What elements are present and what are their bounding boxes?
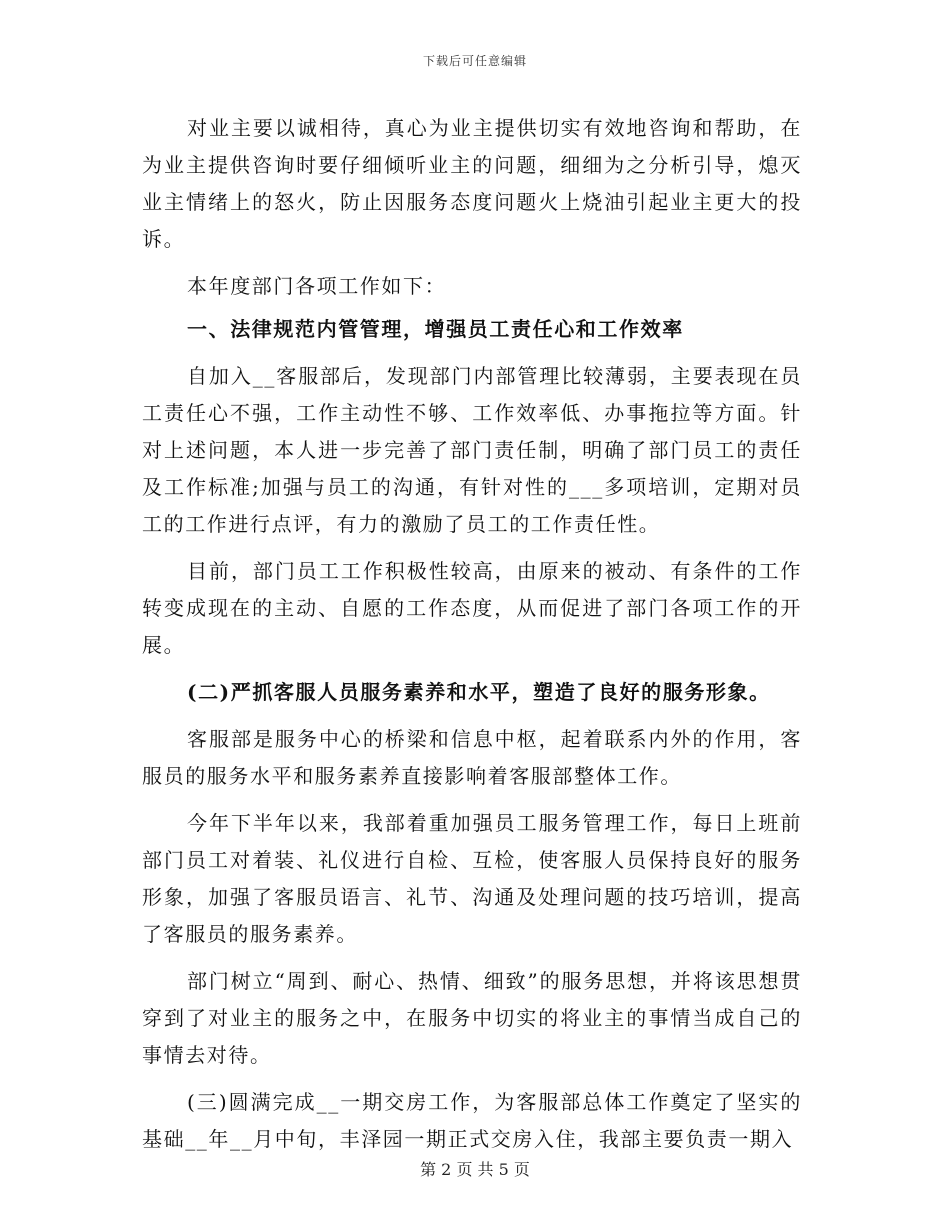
- section-heading-2: (二)严抓客服人员服务素养和水平，塑造了良好的服务形象。: [187, 680, 771, 704]
- page-header: 下载后可任意编辑: [422, 54, 527, 68]
- paragraph-6: 今年下半年以来，我部着重加强员工服务管理工作，每日上班前部门员工对着装、礼仪进行自检、互检，使客服人员保持良好的服务形象，加强了客服员语言、礼节、沟通及处理问题的技巧培训，提高了客服员的服务素养。: [142, 811, 802, 946]
- paragraph-1: 对业主要以诚相待，真心为业主提供切实有效地咨询和帮助，在为业主提供咨询时要仔细倾听业主的问题，细细为之分析引导，熄灭业主情绪上的怒火，防止因服务态度问题火上烧油引起业主更大的投诉。: [142, 116, 802, 251]
- paragraph-8: (三)圆满完成__一期交房工作，为客服部总体工作奠定了坚实的基础__年__月中旬，丰泽园一期正式交房入住，我部主要负责一期入: [142, 1090, 802, 1151]
- document-body: [142, 110, 802, 1168]
- page-number: 第 2 页 共 5 页: [420, 1160, 530, 1179]
- section-heading-1: 一、法律规范内管管理，增强员工责任心和工作效率: [187, 317, 684, 341]
- paragraph-2: 本年度部门各项工作如下：: [187, 274, 447, 298]
- paragraph-5: 客服部是服务中心的桥梁和信息中枢，起着联系内外的作用，客服员的服务水平和服务素养直接影响着客服部整体工作。: [142, 727, 802, 788]
- paragraph-3: 自加入__客服部后，发现部门内部管理比较薄弱，主要表现在员工责任心不强，工作主动性不够、工作效率低、办事拖拉等方面。针对上述问题，本人进一步完善了部门责任制，明确了部门员工的责任及工作标准;加强与员工的沟通，有针对性的___多项培训，定期对员工的工作进行点评，有力的激励了员工的工作责任性。: [142, 364, 802, 536]
- paragraph-7: 部门树立“周到、耐心、热情、细致”的服务思想，并将该思想贯穿到了对业主的服务之中，在服务中切实的将业主的事情当成自己的事情去对待。: [142, 969, 802, 1067]
- paragraph-4: 目前，部门员工工作积极性较高，由原来的被动、有条件的工作转变成现在的主动、自愿的工作态度，从而促进了部门各项工作的开展。: [142, 559, 802, 657]
